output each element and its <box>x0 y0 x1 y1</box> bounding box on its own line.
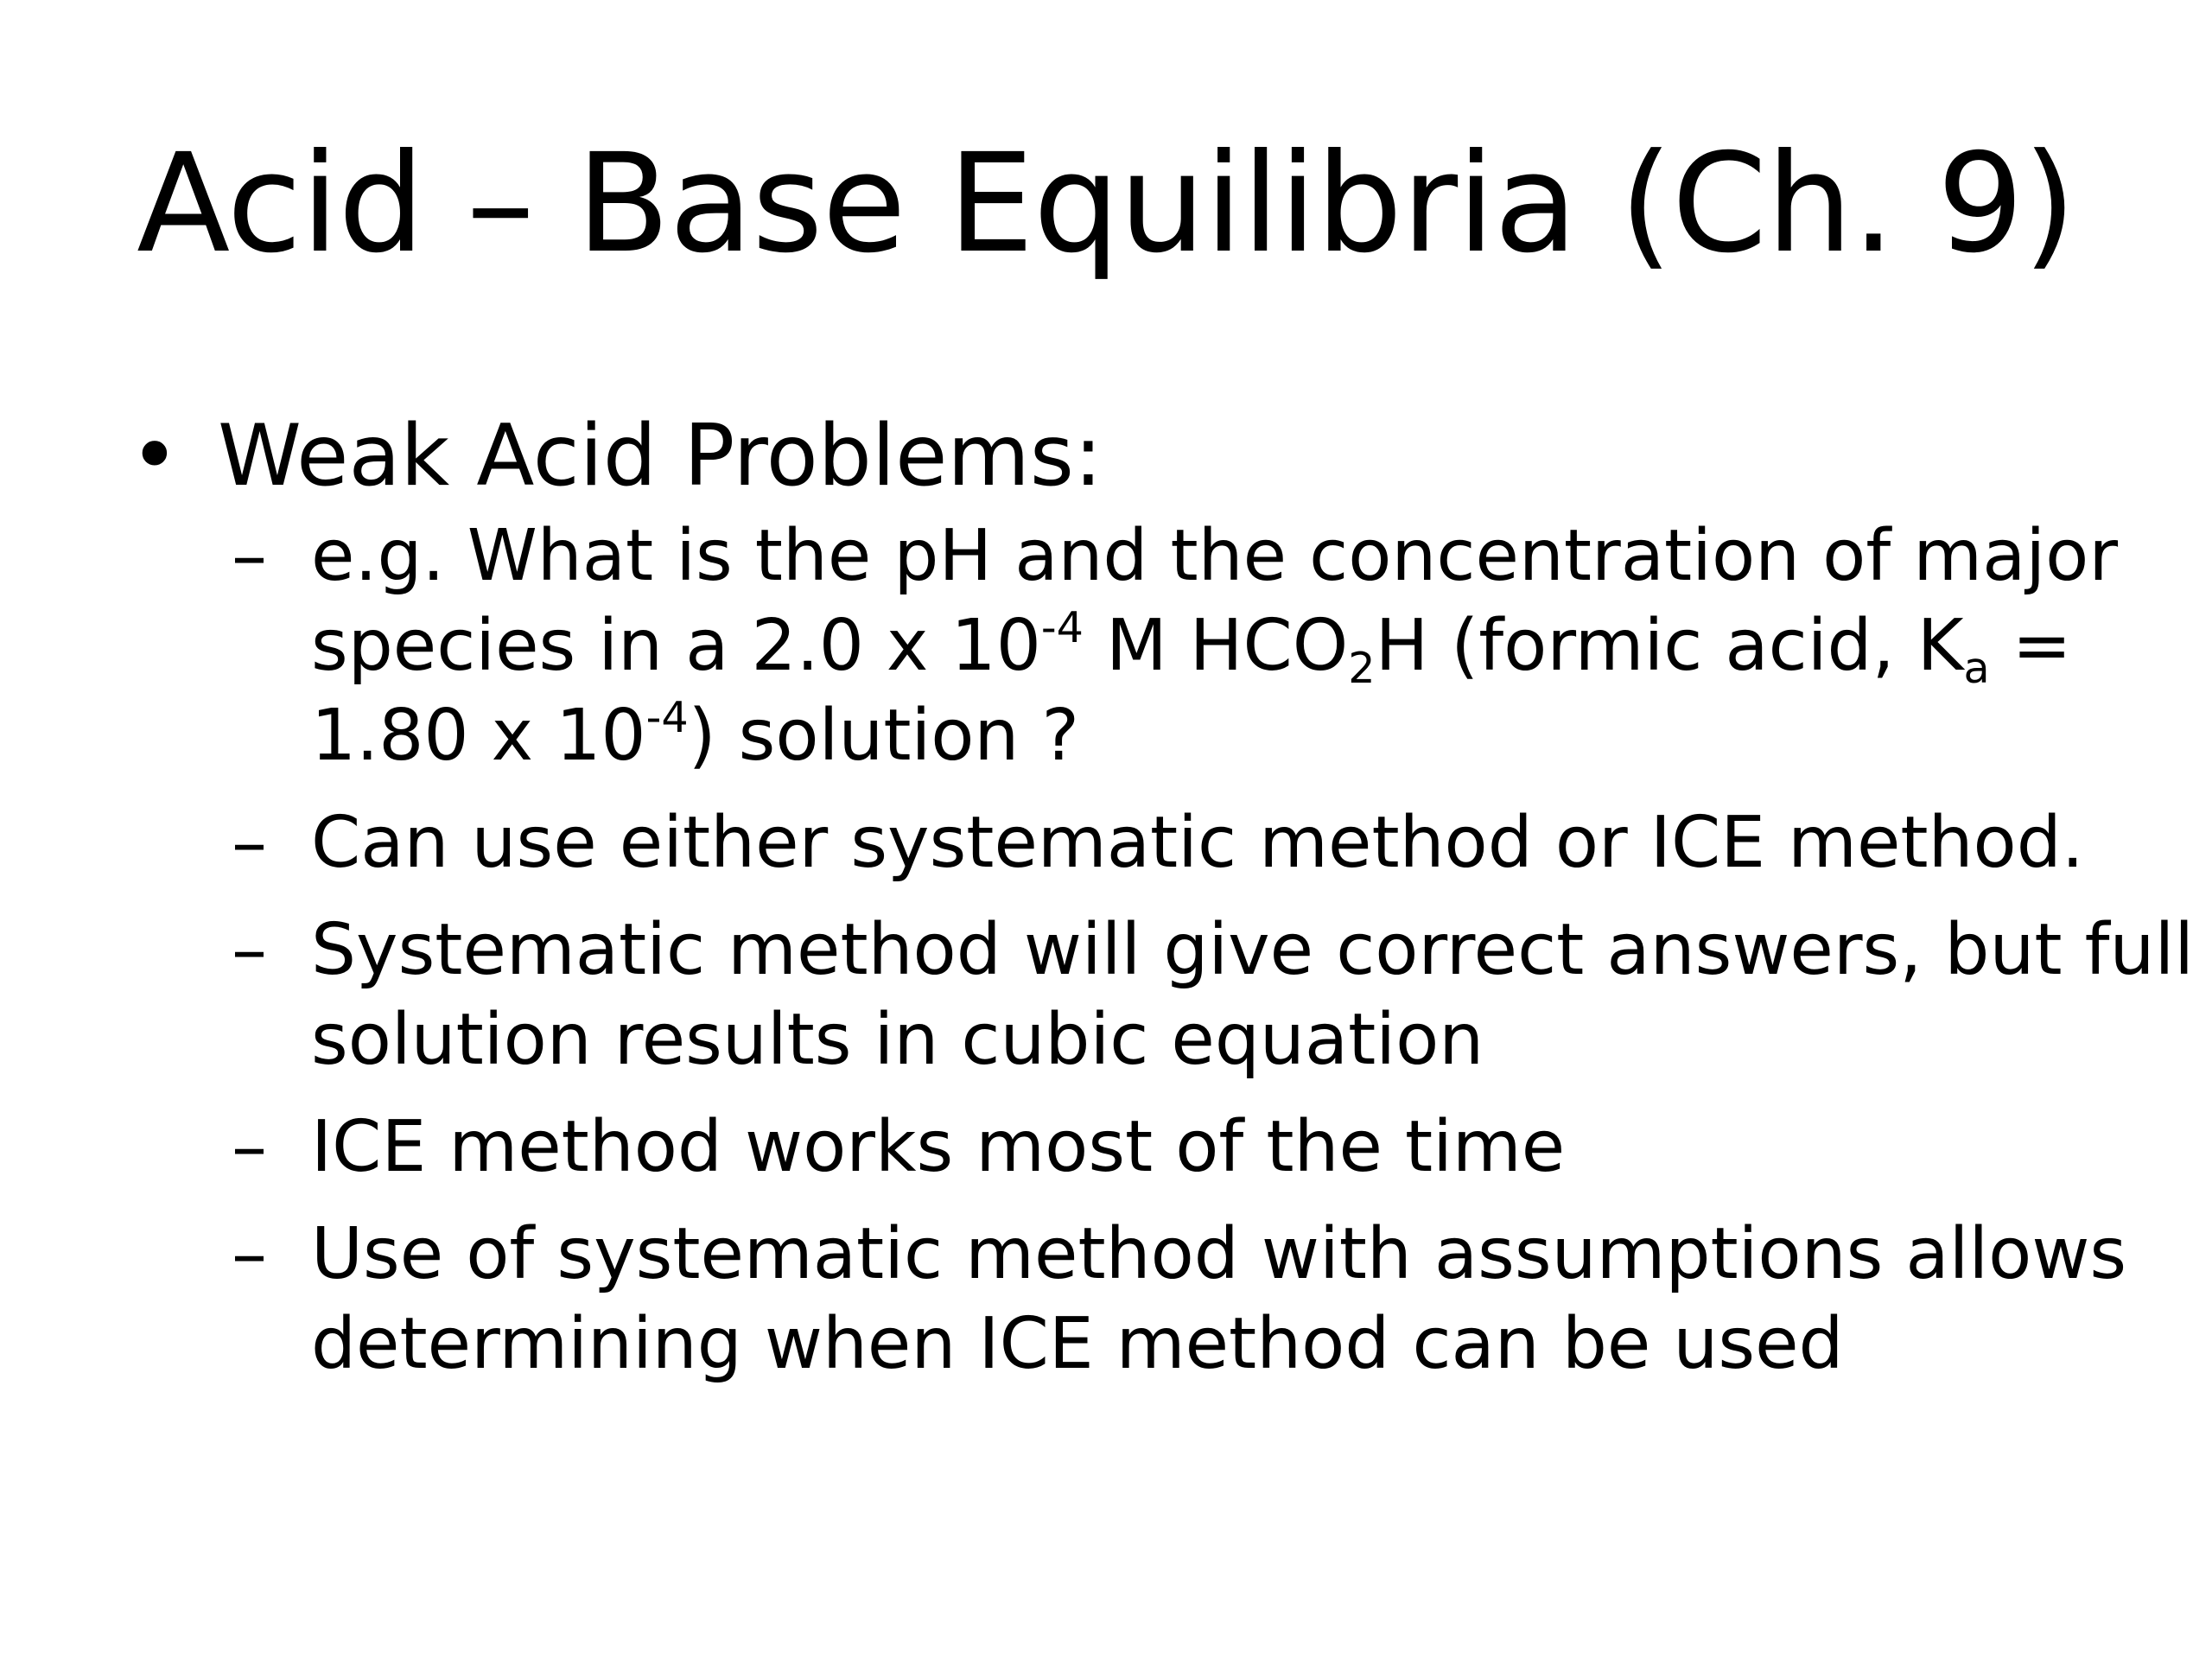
sub-bullet-line: ICE method works most of the time <box>311 1105 1566 1188</box>
example-text <box>311 512 2117 781</box>
bullet-marker: • <box>130 407 180 505</box>
sub-bullet-marker: – <box>232 801 267 884</box>
subscript: 2 <box>1348 642 1376 693</box>
example-line-3: 1.80 x $10^{-4}$) solution ? <box>311 691 1079 777</box>
sub-bullet-line: Use of systematic method with assumptions allows <box>311 1212 2127 1295</box>
sub-bullet-line: Can use either systematic method or ICE method. <box>311 801 2084 884</box>
sub-bullet-line: Systematic method will give correct answers, but full <box>311 908 2195 991</box>
exponent: -4 <box>645 691 689 742</box>
subscript: a <box>1963 642 1990 693</box>
sub-bullet-marker: – <box>232 1212 267 1295</box>
example-line-2: species in a 2.0 x $10^{-4}$ M $HCO_2H$ (formic acid, $K_a$ = <box>311 601 2072 693</box>
sub-bullet-marker: – <box>232 908 267 991</box>
sub-bullet-list <box>130 512 2195 1389</box>
sub-bullet-example <box>232 512 2119 781</box>
slide-title: Acid – Base Equilibria (Ch. 9) <box>137 124 2075 283</box>
sub-bullet-item <box>232 1210 2127 1389</box>
sub-bullet-item <box>232 798 2117 888</box>
slide-content <box>130 406 2195 1407</box>
sub-bullet-line: determining when ICE method can be used <box>311 1302 1844 1385</box>
example-line-1: e.g. What is the pH and the concentration of major <box>311 514 2119 597</box>
exponent: -4 <box>1040 601 1084 652</box>
bullet-weak-acid-problems <box>130 406 2117 508</box>
sub-bullet-item <box>232 906 2195 1085</box>
sub-bullet-marker: – <box>232 514 267 597</box>
sub-bullet-line: solution results in cubic equation <box>311 998 1484 1081</box>
bullet-text: Weak Acid Problems: <box>218 407 1103 505</box>
sub-bullet-marker: – <box>232 1105 267 1188</box>
sub-bullet-item <box>232 1103 2117 1192</box>
